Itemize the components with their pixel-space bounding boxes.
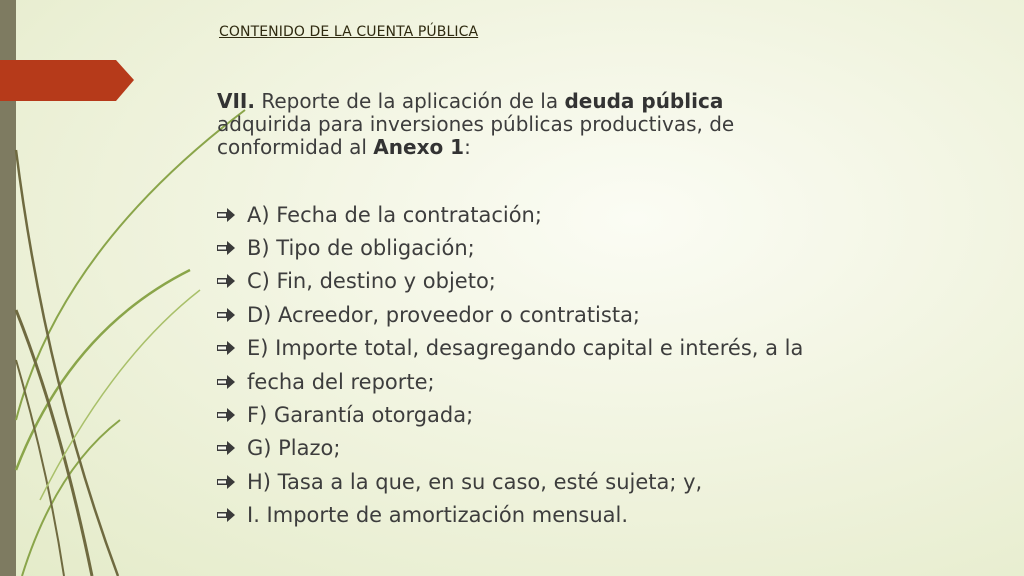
arrow-bullet-icon	[217, 441, 239, 455]
intro-text-3: :	[464, 135, 471, 159]
arrow-bullet-icon	[217, 308, 239, 322]
slide-header: CONTENIDO DE LA CUENTA PÚBLICA	[219, 24, 479, 40]
list-item	[217, 198, 917, 231]
bullet-text: G) Plazo;	[247, 436, 341, 461]
list-item	[217, 499, 917, 532]
list-item	[217, 432, 917, 465]
intro-paragraph	[217, 90, 817, 159]
list-item	[217, 465, 917, 498]
bullet-text: C) Fin, destino y objeto;	[247, 269, 496, 294]
intro-bold-2: Anexo 1	[373, 135, 465, 159]
bullet-text: H) Tasa a la que, en su caso, esté sujeta; y,	[247, 469, 703, 494]
intro-bold-1: deuda pública	[564, 89, 724, 113]
arrow-bullet-icon	[217, 208, 239, 222]
bullet-text: I. Importe de amortización mensual.	[247, 503, 629, 528]
intro-text-2: adquirida para inversiones públicas productivas, de conformidad al	[217, 112, 735, 159]
bullet-text: fecha del reporte;	[247, 369, 435, 394]
intro-prefix: VII.	[217, 89, 255, 113]
arrow-bullet-icon	[217, 375, 239, 389]
bullet-list	[217, 198, 917, 532]
bullet-text: E) Importe total, desagregando capital e interés, a la	[247, 336, 804, 361]
list-item	[217, 265, 917, 298]
arrow-bullet-icon	[217, 274, 239, 288]
bullet-text: B) Tipo de obligación;	[247, 236, 475, 261]
red-accent-tab	[0, 0, 134, 576]
list-item	[217, 298, 917, 331]
arrow-bullet-icon	[217, 475, 239, 489]
arrow-bullet-icon	[217, 241, 239, 255]
arrow-bullet-icon	[217, 508, 239, 522]
list-item	[217, 365, 917, 398]
list-item	[217, 332, 917, 365]
arrow-bullet-icon	[217, 341, 239, 355]
arrow-bullet-icon	[217, 408, 239, 422]
bullet-text: D) Acreedor, proveedor o contratista;	[247, 302, 641, 327]
list-item	[217, 398, 917, 431]
list-item	[217, 231, 917, 264]
bullet-text: A) Fecha de la contratación;	[247, 202, 542, 227]
bullet-text: F) Garantía otorgada;	[247, 403, 474, 428]
intro-text-1: Reporte de la aplicación de la	[254, 89, 565, 113]
